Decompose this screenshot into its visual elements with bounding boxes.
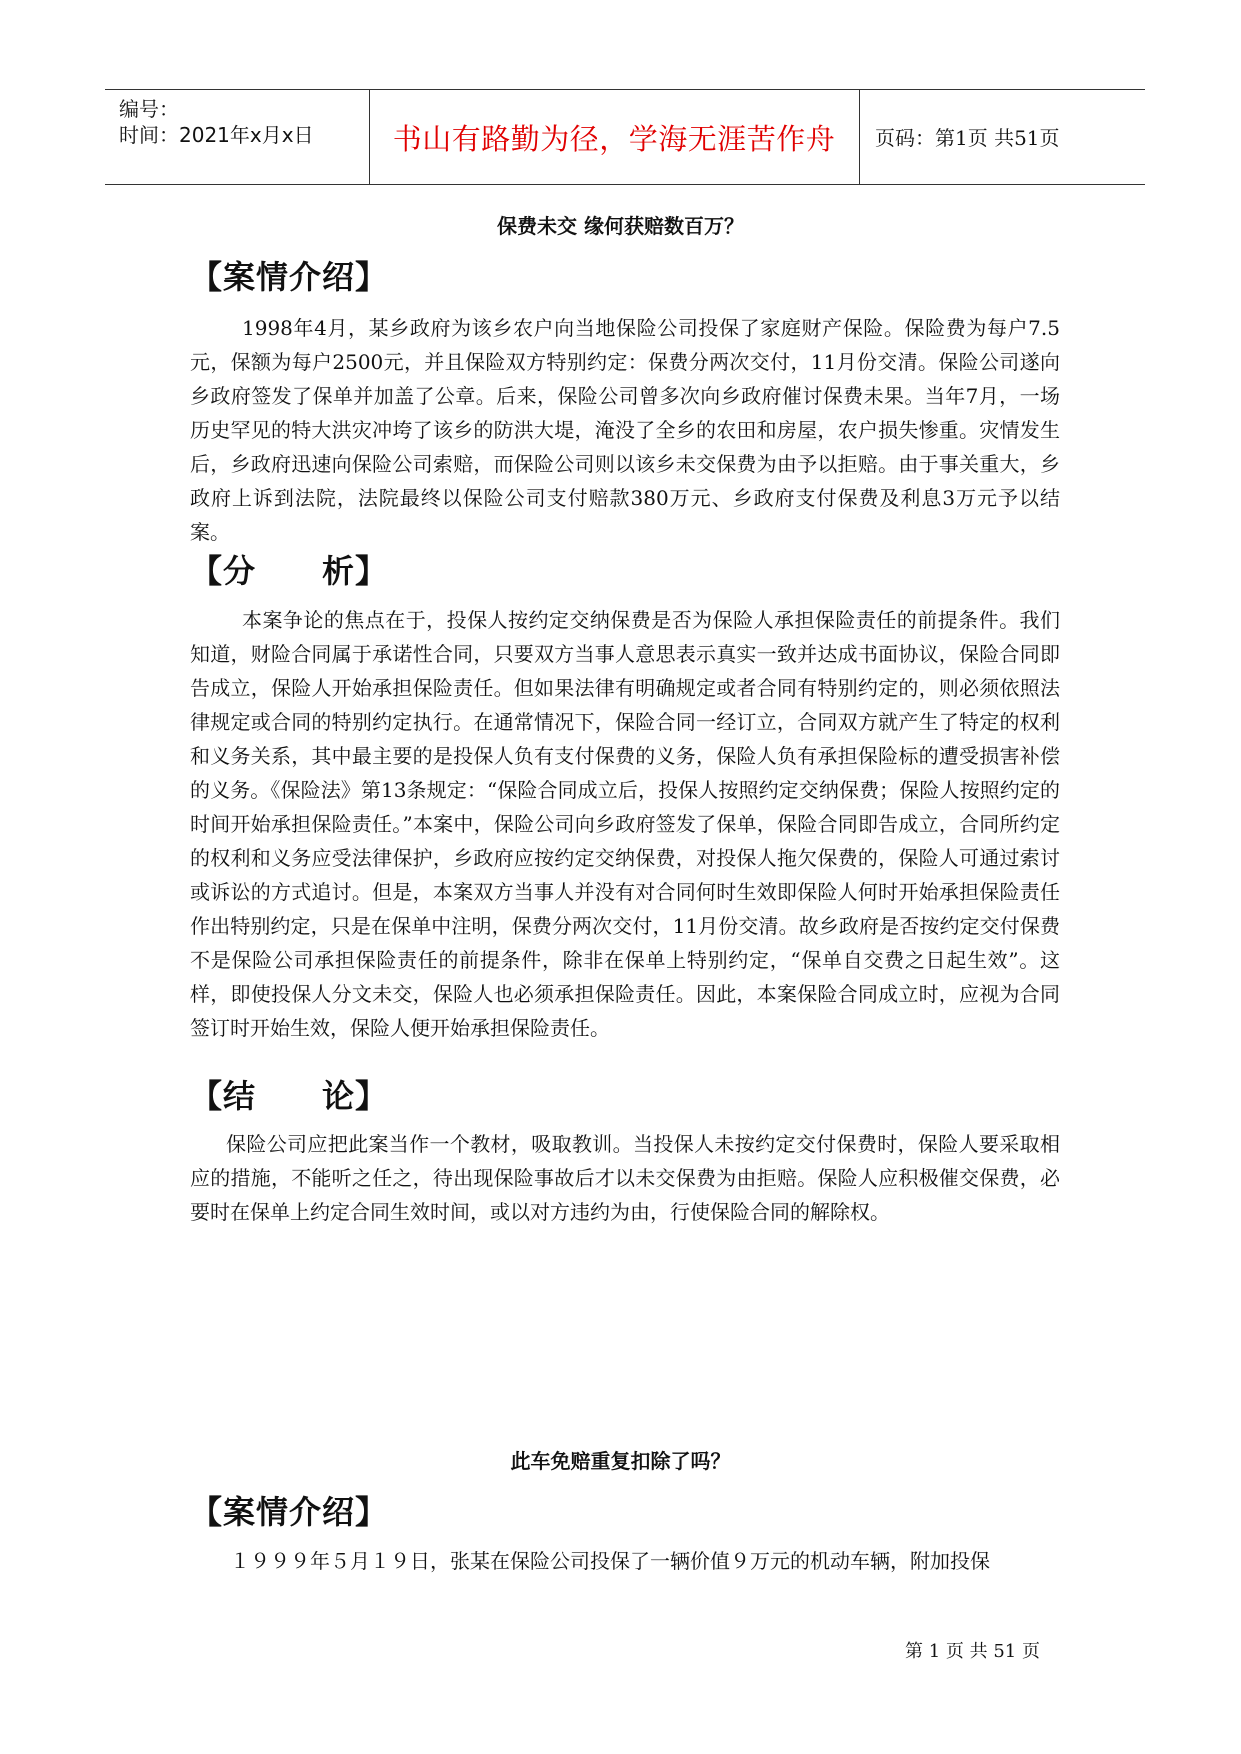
section-body-case: １９９９年５月１９日，张某在保险公司投保了一辆价值９万元的机动车辆，附加投保: [230, 1549, 990, 1573]
section-body-analysis: 本案争论的焦点在于，投保人按约定交纳保费是否为保险人承担保险责任的前提条件。我们知道，财险合同属于承诺性合同，只要双方当事人意思表示真实一致并达成书面协议，保险合同即告成立，保险人开始承担保险责任。但如果法律有明确规定或者合同有特别约定的，则必须依照法律规定或合同的特别约定执行。在通常情况下，保险合同一经订立，合同双方就产生了特定的权利和义务关系，其中最主要的是投保人负有支付保费的义务，保险人负有承担保险标的遭受损害补偿的义务。《保险法》第13条规定：“保险合同成立后，投保人按照约定交纳保费；保险人按照约定的时间开始承担保险责任。”本案中，保险公司向乡政府签发了保单，保险合同即告成立，合同所约定的权利和义务应受法律保护，乡政府应按约定交纳保费，对投保人拖欠保费的，保险人可通过索讨或诉讼的方式追讨。但是，本案双方当事人并没有对合同何时生效即保险人何时开始承担保险责任作出特别约定，只是在保单中注明，保费分两次交付，11月份交清。故乡政府是否按约定交付保费不是保险公司承担保险责任的前提条件，除非在保单上特别约定，“保单自交费之日起生效”。这样，即使投保人分文未交，保险人也必须承担保险责任。因此，本案保险合同成立时，应视为合同签订时开始生效，保险人便开始承担保险责任。: [190, 608, 1060, 1040]
header-divider: [859, 90, 860, 184]
section-heading-case: 【案情介绍】: [190, 1493, 389, 1531]
article-title: 保费未交 缘何获赔数百万？: [497, 214, 744, 238]
article-title: 此车免赔重复扣除了吗？: [510, 1449, 731, 1473]
document-number-label: 编号：: [119, 97, 179, 121]
header-page-label: 页码：第1页 共51页: [875, 126, 1060, 150]
page-footer: 第 1 页 共 51 页: [905, 1641, 1040, 1662]
section-heading-case: 【案情介绍】: [190, 258, 389, 296]
section-body-conclusion: 保险公司应把此案当作一个教材，吸取教训。当投保人未按约定交付保费时，保险人要采取相应的措施，不能听之任之，待出现保险事故后才以未交保费为由拒赔。保险人应积极催交保费，必要时在保单上约定合同生效时间，或以对方违约为由，行使保险合同的解除权。: [190, 1132, 1060, 1224]
section-heading-analysis: 【分 析】: [190, 552, 389, 590]
page-header: [105, 89, 1145, 185]
header-motto: 书山有路勤为径，学海无涯苦作舟: [392, 121, 836, 156]
section-heading-conclusion: 【结 论】: [190, 1077, 389, 1115]
document-time-label: 时间：2021年x月x日: [119, 123, 314, 147]
section-body-case: 1998年4月，某乡政府为该乡农户向当地保险公司投保了家庭财产保险。保险费为每户7.5元，保额为每户2500元，并且保险双方特别约定：保费分两次交付，11月份交清。保险公司遂向乡政府签发了保单并加盖了公章。后来，保险公司曾多次向乡政府催讨保费未果。当年7月，一场历史罕见的特大洪灾冲垮了该乡的防洪大堤，淹没了全乡的农田和房屋，农户损失惨重。灾情发生后，乡政府迅速向保险公司索赔，而保险公司则以该乡未交保费为由予以拒赔。由于事关重大，乡政府上诉到法院，法院最终以保险公司支付赔款380万元、乡政府支付保费及利息3万元予以结案。: [190, 316, 1060, 544]
